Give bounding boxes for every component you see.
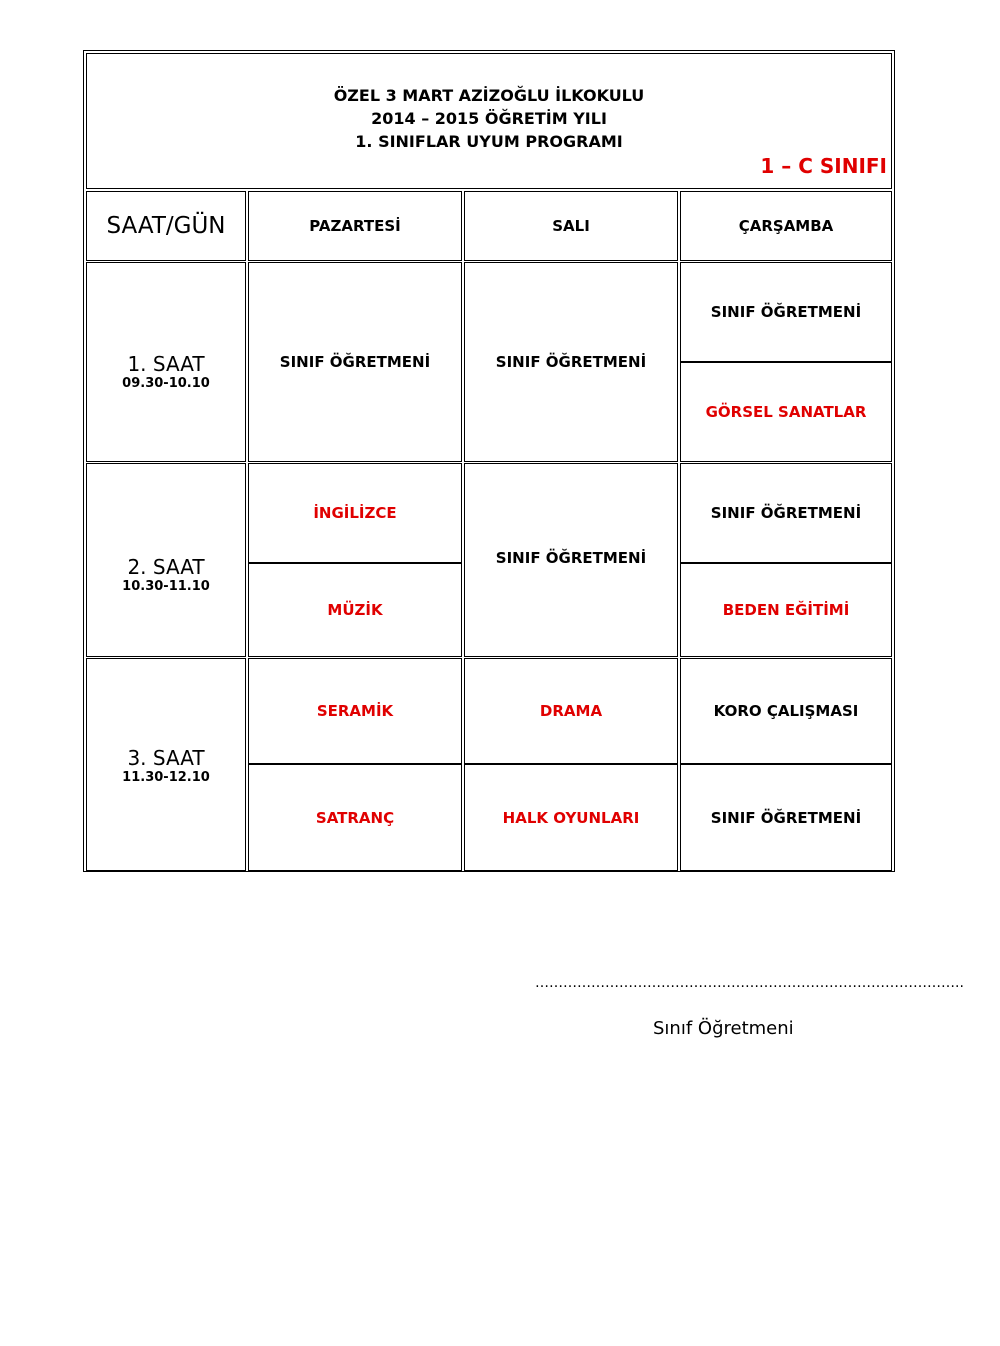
h3-monday-b: SATRANÇ <box>248 764 462 871</box>
hour-1-cell <box>86 262 246 462</box>
h1-tuesday: SINIF ÖĞRETMENİ <box>464 262 678 462</box>
h3-tuesday-b: HALK OYUNLARI <box>464 764 678 871</box>
hour-1-name: 1. SAAT <box>127 352 205 376</box>
h3-wednesday-b: SINIF ÖĞRETMENİ <box>680 764 892 871</box>
hour-2-cell <box>86 463 246 657</box>
h2-wednesday-a: SINIF ÖĞRETMENİ <box>680 463 892 563</box>
h3-monday-a: SERAMİK <box>248 658 462 764</box>
day-header-wednesday: ÇARŞAMBA <box>680 191 892 261</box>
h2-tuesday: SINIF ÖĞRETMENİ <box>464 463 678 657</box>
header-box <box>86 53 892 189</box>
hour-3-cell <box>86 658 246 871</box>
day-header-tuesday: SALI <box>464 191 678 261</box>
h3-wednesday-a: KORO ÇALIŞMASI <box>680 658 892 764</box>
academic-year: 2014 – 2015 ÖĞRETİM YILI <box>371 109 607 128</box>
h1-wednesday-a: SINIF ÖĞRETMENİ <box>680 262 892 362</box>
h1-monday: SINIF ÖĞRETMENİ <box>248 262 462 462</box>
hour-2-time: 10.30-11.10 <box>122 579 210 594</box>
signature-role: Sınıf Öğretmeni <box>653 1018 794 1039</box>
hour-3-name: 3. SAAT <box>127 745 205 770</box>
schedule-sheet <box>83 50 895 872</box>
hour-2-name: 2. SAAT <box>127 555 205 579</box>
hour-1-time: 09.30-10.10 <box>122 376 210 391</box>
corner-header: SAAT/GÜN <box>86 191 246 261</box>
signature-line: ……………………………………………………………………………….. <box>535 975 964 991</box>
h3-tuesday-a: DRAMA <box>464 658 678 764</box>
h2-wednesday-b: BEDEN EĞİTİMİ <box>680 563 892 657</box>
program-title: 1. SINIFLAR UYUM PROGRAMI <box>355 132 623 151</box>
hour-3-time: 11.30-12.10 <box>122 769 210 785</box>
school-name: ÖZEL 3 MART AZİZOĞLU İLKOKULU <box>333 86 645 105</box>
h2-monday-b: MÜZİK <box>248 563 462 657</box>
class-label: 1 – C SINIFI <box>760 154 887 178</box>
h2-monday-a: İNGİLİZCE <box>248 463 462 563</box>
day-header-monday: PAZARTESİ <box>248 191 462 261</box>
h1-wednesday-b: GÖRSEL SANATLAR <box>680 362 892 462</box>
